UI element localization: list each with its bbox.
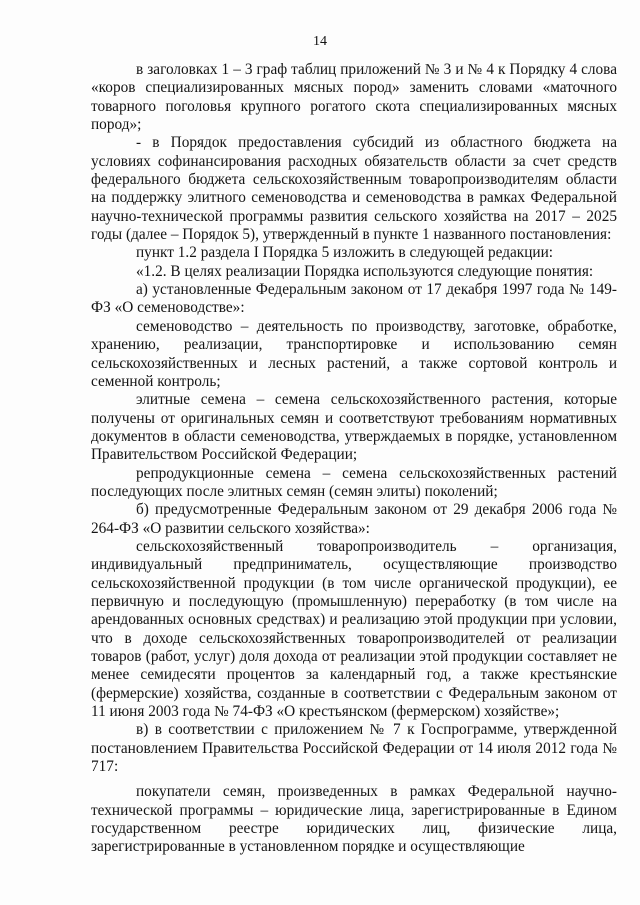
paragraph: элитные семена – семена сельскохозяйственного растения, которые получены от оригинальных семян и соответствуют требованиям нормативных документов в области семеноводства, утверждаемых в порядке, установленном Правительством Российской Федерации; [91, 391, 617, 464]
page-number: 14 [313, 34, 327, 49]
paragraph: пункт 1.2 раздела I Порядка 5 изложить в следующей редакции: [136, 244, 554, 262]
paragraph: б) предусмотренные Федеральным законом от 29 декабря 2006 года № 264-ФЗ «О развитии сельского хозяйства»: [91, 501, 617, 537]
paragraph: - в Порядок предоставления субсидий из областного бюджета на условиях софинансирования расходных обязательств области за счет средств федерального бюджета сельскохозяйственным товаропроизводителям области на поддержку элитного семеноводства и семеноводства в рамках Федеральной научно-технической программы развития сельского хозяйства на 2017 – 2025 годы (далее – Порядок 5), утвержденный в пункте 1 названного постановления: [91, 134, 617, 244]
paragraph: в заголовках 1 – 3 граф таблиц приложений № 3 и № 4 к Порядку 4 слова «коров специализированных мясных пород» заменить словами «маточного товарного поголовья крупного рогатого скота специализированных мясных пород»; [91, 61, 617, 134]
paragraph: покупатели семян, произведенных в рамках Федеральной научно-технической программы – юридические лица, зарегистрированные в Едином государственном реестре юридических лиц, физические лица, зарегистрированные в установленном порядке и осуществляющие [91, 783, 617, 856]
paragraph: «1.2. В целях реализации Порядка используются следующие понятия: [136, 262, 594, 280]
paragraph: семеноводство – деятельность по производству, заготовке, обработке, хранению, реализации, транспортировке и использованию семян сельскохозяйственных и лесных растений, а также сортовой контроль и семенной контроль; [91, 317, 617, 390]
paragraph: в) в соответствии с приложением № 7 к Госпрограмме, утвержденной постановлением Правительства Российской Федерации от 14 июля 2012 года № 717: [91, 721, 617, 776]
paragraph: а) установленные Федеральным законом от 17 декабря 1997 года № 149-ФЗ «О семеноводстве»: [91, 281, 617, 317]
document-body [91, 61, 617, 857]
paragraph: репродукционные семена – семена сельскохозяйственных растений последующих после элитных семян (семян элиты) поколений; [91, 464, 617, 500]
paragraph: сельскохозяйственный товаропроизводитель – организация, индивидуальный предприниматель, осуществляющие производство сельскохозяйственной продукции (в том числе органической продукции), ее первичную и последующую (промышленную) переработку (в том числе на арендованных основных средствах) и реализацию этой продукции при условии, что в доходе сельскохозяйственных товаропроизводителей от реализации товаров (работ, услуг) доля дохода от реализации этой продукции составляет не менее семидесяти процентов за календарный год, а также крестьянские (фермерские) хозяйства, созданные в соответствии с Федеральным законом от 11 июня 2003 года № 74-ФЗ «О крестьянском (фермерском) хозяйстве»; [91, 537, 617, 721]
